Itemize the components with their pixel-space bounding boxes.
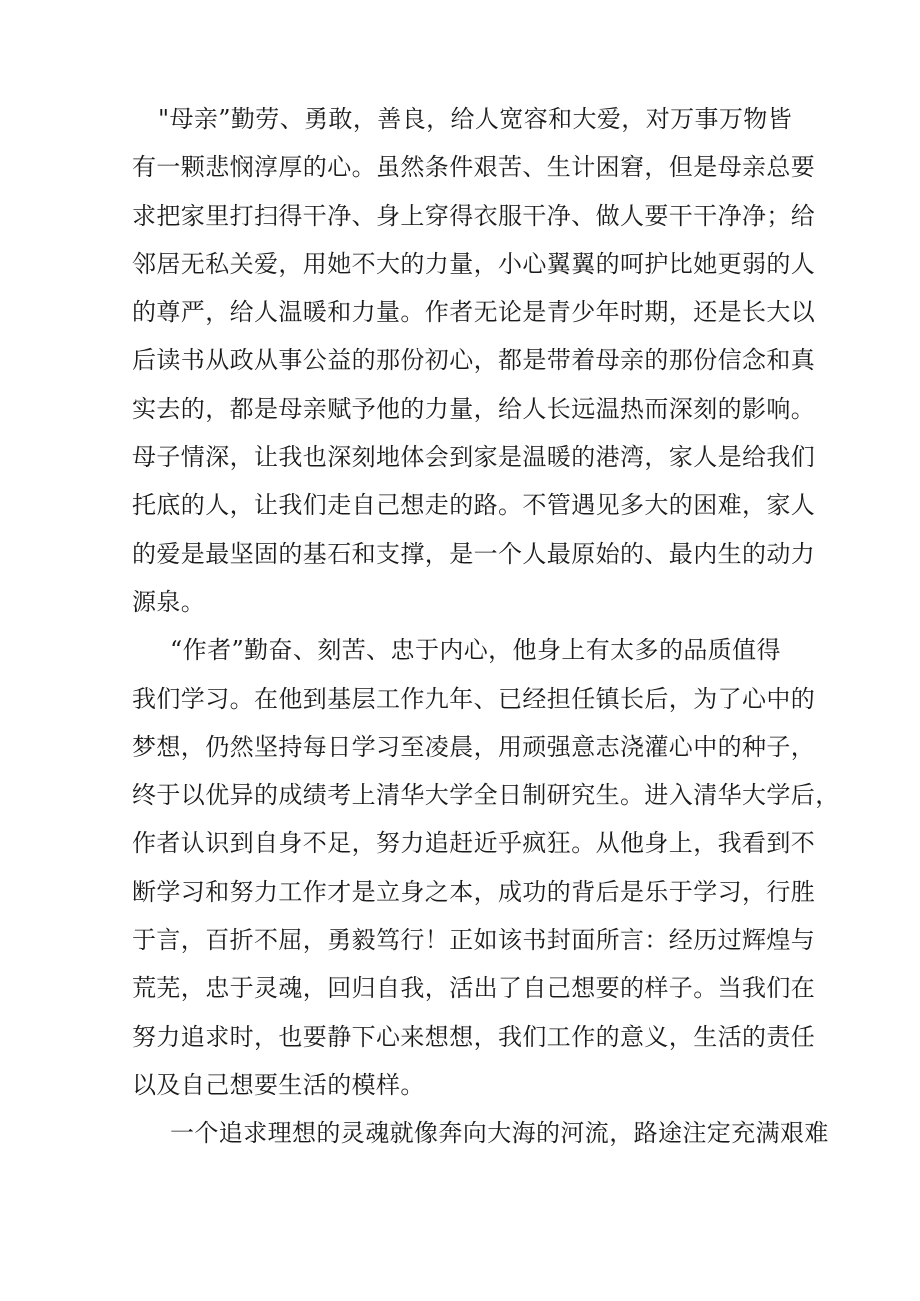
paragraph-author: [132, 626, 840, 1109]
text-line: 的尊严，给人温暖和力量。作者无论是青少年时期，还是长大以: [132, 298, 816, 327]
text-line: 荒芜，忠于灵魂，回归自我，活出了自己想要的样子。当我们在: [132, 974, 816, 1003]
text-line: 源泉。: [132, 587, 206, 616]
text-line: 后读书从政从事公益的那份初心，都是带着母亲的那份信念和真: [132, 346, 816, 375]
text-line: 的爱是最坚固的基石和支撑，是一个人最原始的、最内生的动力: [132, 539, 816, 568]
document-body: [132, 95, 840, 1158]
text-line: 一个追求理想的灵魂就像奔向大海的河流，路途注定充满艰难: [170, 1119, 829, 1148]
text-line: 终于以优异的成绩考上清华大学全日制研究生。进入清华大学后，: [132, 781, 840, 810]
text-line: 于言，百折不屈，勇毅笃行！正如该书封面所言：经历过辉煌与: [132, 926, 816, 955]
paragraph-soul: [132, 1109, 829, 1157]
text-line: 邻居无私关爱，用她不大的力量，小心翼翼的呵护比她更弱的人: [132, 249, 816, 278]
text-line: "母亲”勤劳、勇敢，善良，给人宽容和大爱，对万事万物皆: [158, 105, 793, 133]
text-line: 有一颗悲悯淳厚的心。虽然条件艰苦、生计困窘，但是母亲总要: [132, 153, 816, 182]
text-line: 作者认识到自身不足，努力追赶近乎疯狂。从他身上，我看到不: [132, 829, 816, 858]
text-line: 我们学习。在他到基层工作九年、已经担任镇长后，为了心中的: [132, 684, 816, 713]
text-line: 努力追求时，也要静下心来想想，我们工作的意义，生活的责任: [132, 1022, 816, 1051]
text-line: 求把家里打扫得干净、身上穿得衣服干净、做人要干干净净；给: [132, 201, 816, 230]
text-line: 以及自己想要生活的模样。: [132, 1070, 425, 1099]
text-line: 母子情深，让我也深刻地体会到家是温暖的港湾，家人是给我们: [132, 443, 816, 472]
paragraph-mother: [132, 95, 816, 626]
text-line: 实去的，都是母亲赋予他的力量，给人长远温热而深刻的影响。: [132, 394, 816, 423]
text-line: 托底的人，让我们走自己想走的路。不管遇见多大的困难，家人: [132, 491, 816, 520]
text-line: 断学习和努力工作才是立身之本，成功的背后是乐于学习，行胜: [132, 877, 816, 906]
text-line: 梦想，仍然坚持每日学习至凌晨，用顽强意志浇灌心中的种子，: [132, 732, 816, 761]
text-line: “作者”勤奋、刻苦、忠于内心，他身上有太多的品质值得: [170, 636, 781, 665]
